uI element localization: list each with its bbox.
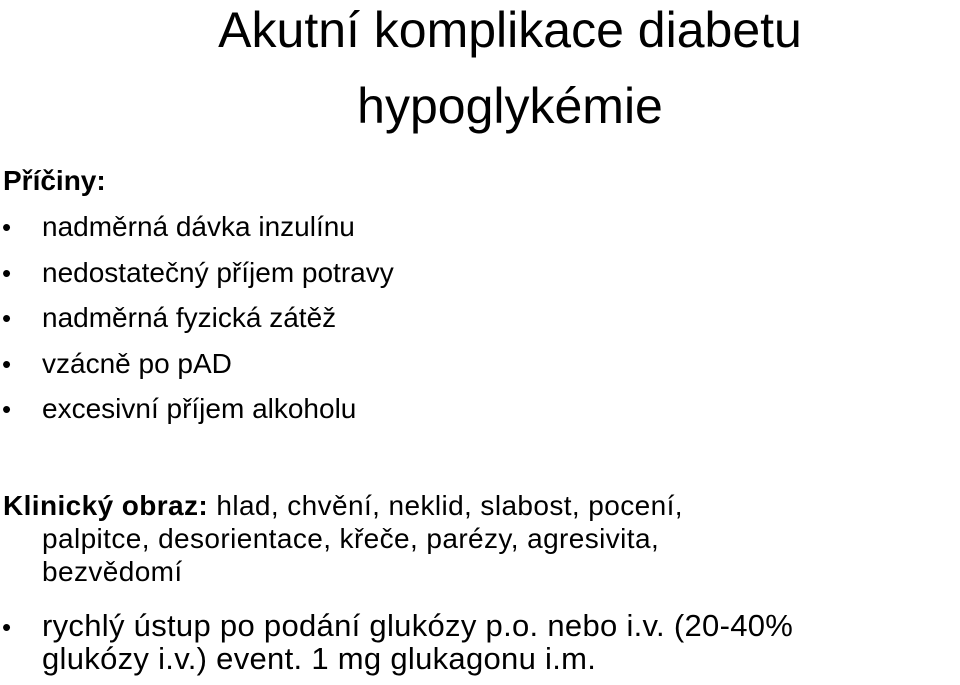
list-item-text: vzácně po pAD	[42, 347, 232, 379]
slide-title-line-2: hypoglykémie	[357, 78, 663, 134]
clinical-line-1	[3, 489, 953, 522]
bullet-icon: •	[2, 612, 12, 642]
treatment-line-2: glukózy i.v.) event. 1 mg glukagonu i.m.	[42, 641, 597, 676]
bullet-icon: •	[2, 257, 12, 288]
clinical-line-2: palpitce, desorientace, křeče, parézy, agresivita,	[42, 523, 660, 554]
treatment-text-1: rychlý ústup po podání glukózy p.o. nebo i.v. (20-40%	[42, 608, 794, 643]
list-item	[0, 207, 394, 253]
list-item-text: nadměrná fyzická zátěž	[42, 302, 337, 333]
bullet-icon: •	[2, 212, 12, 242]
slide-title-line-1: Akutní komplikace diabetu	[218, 2, 802, 58]
list-item	[0, 298, 394, 344]
causes-heading: Příčiny:	[3, 165, 106, 196]
list-item	[0, 389, 394, 435]
list-item-text: excesivní příjem alkoholu	[42, 393, 357, 424]
list-item-text: nedostatečný příjem potravy	[42, 256, 394, 288]
bullet-icon: •	[2, 303, 12, 333]
clinical-label: Klinický obraz:	[3, 490, 209, 521]
clinical-picture	[3, 489, 953, 588]
bullet-icon: •	[2, 394, 12, 424]
causes-list	[0, 207, 394, 435]
list-item	[0, 344, 394, 390]
clinical-symptoms-1: hlad, chvění, neklid, slabost, pocení,	[208, 490, 683, 521]
treatment	[0, 609, 958, 675]
clinical-line-3: bezvědomí	[42, 556, 183, 587]
list-item-text: nadměrná dávka inzulínu	[42, 211, 355, 242]
list-item	[0, 253, 394, 299]
bullet-icon: •	[2, 348, 12, 379]
treatment-line-1	[0, 609, 958, 642]
